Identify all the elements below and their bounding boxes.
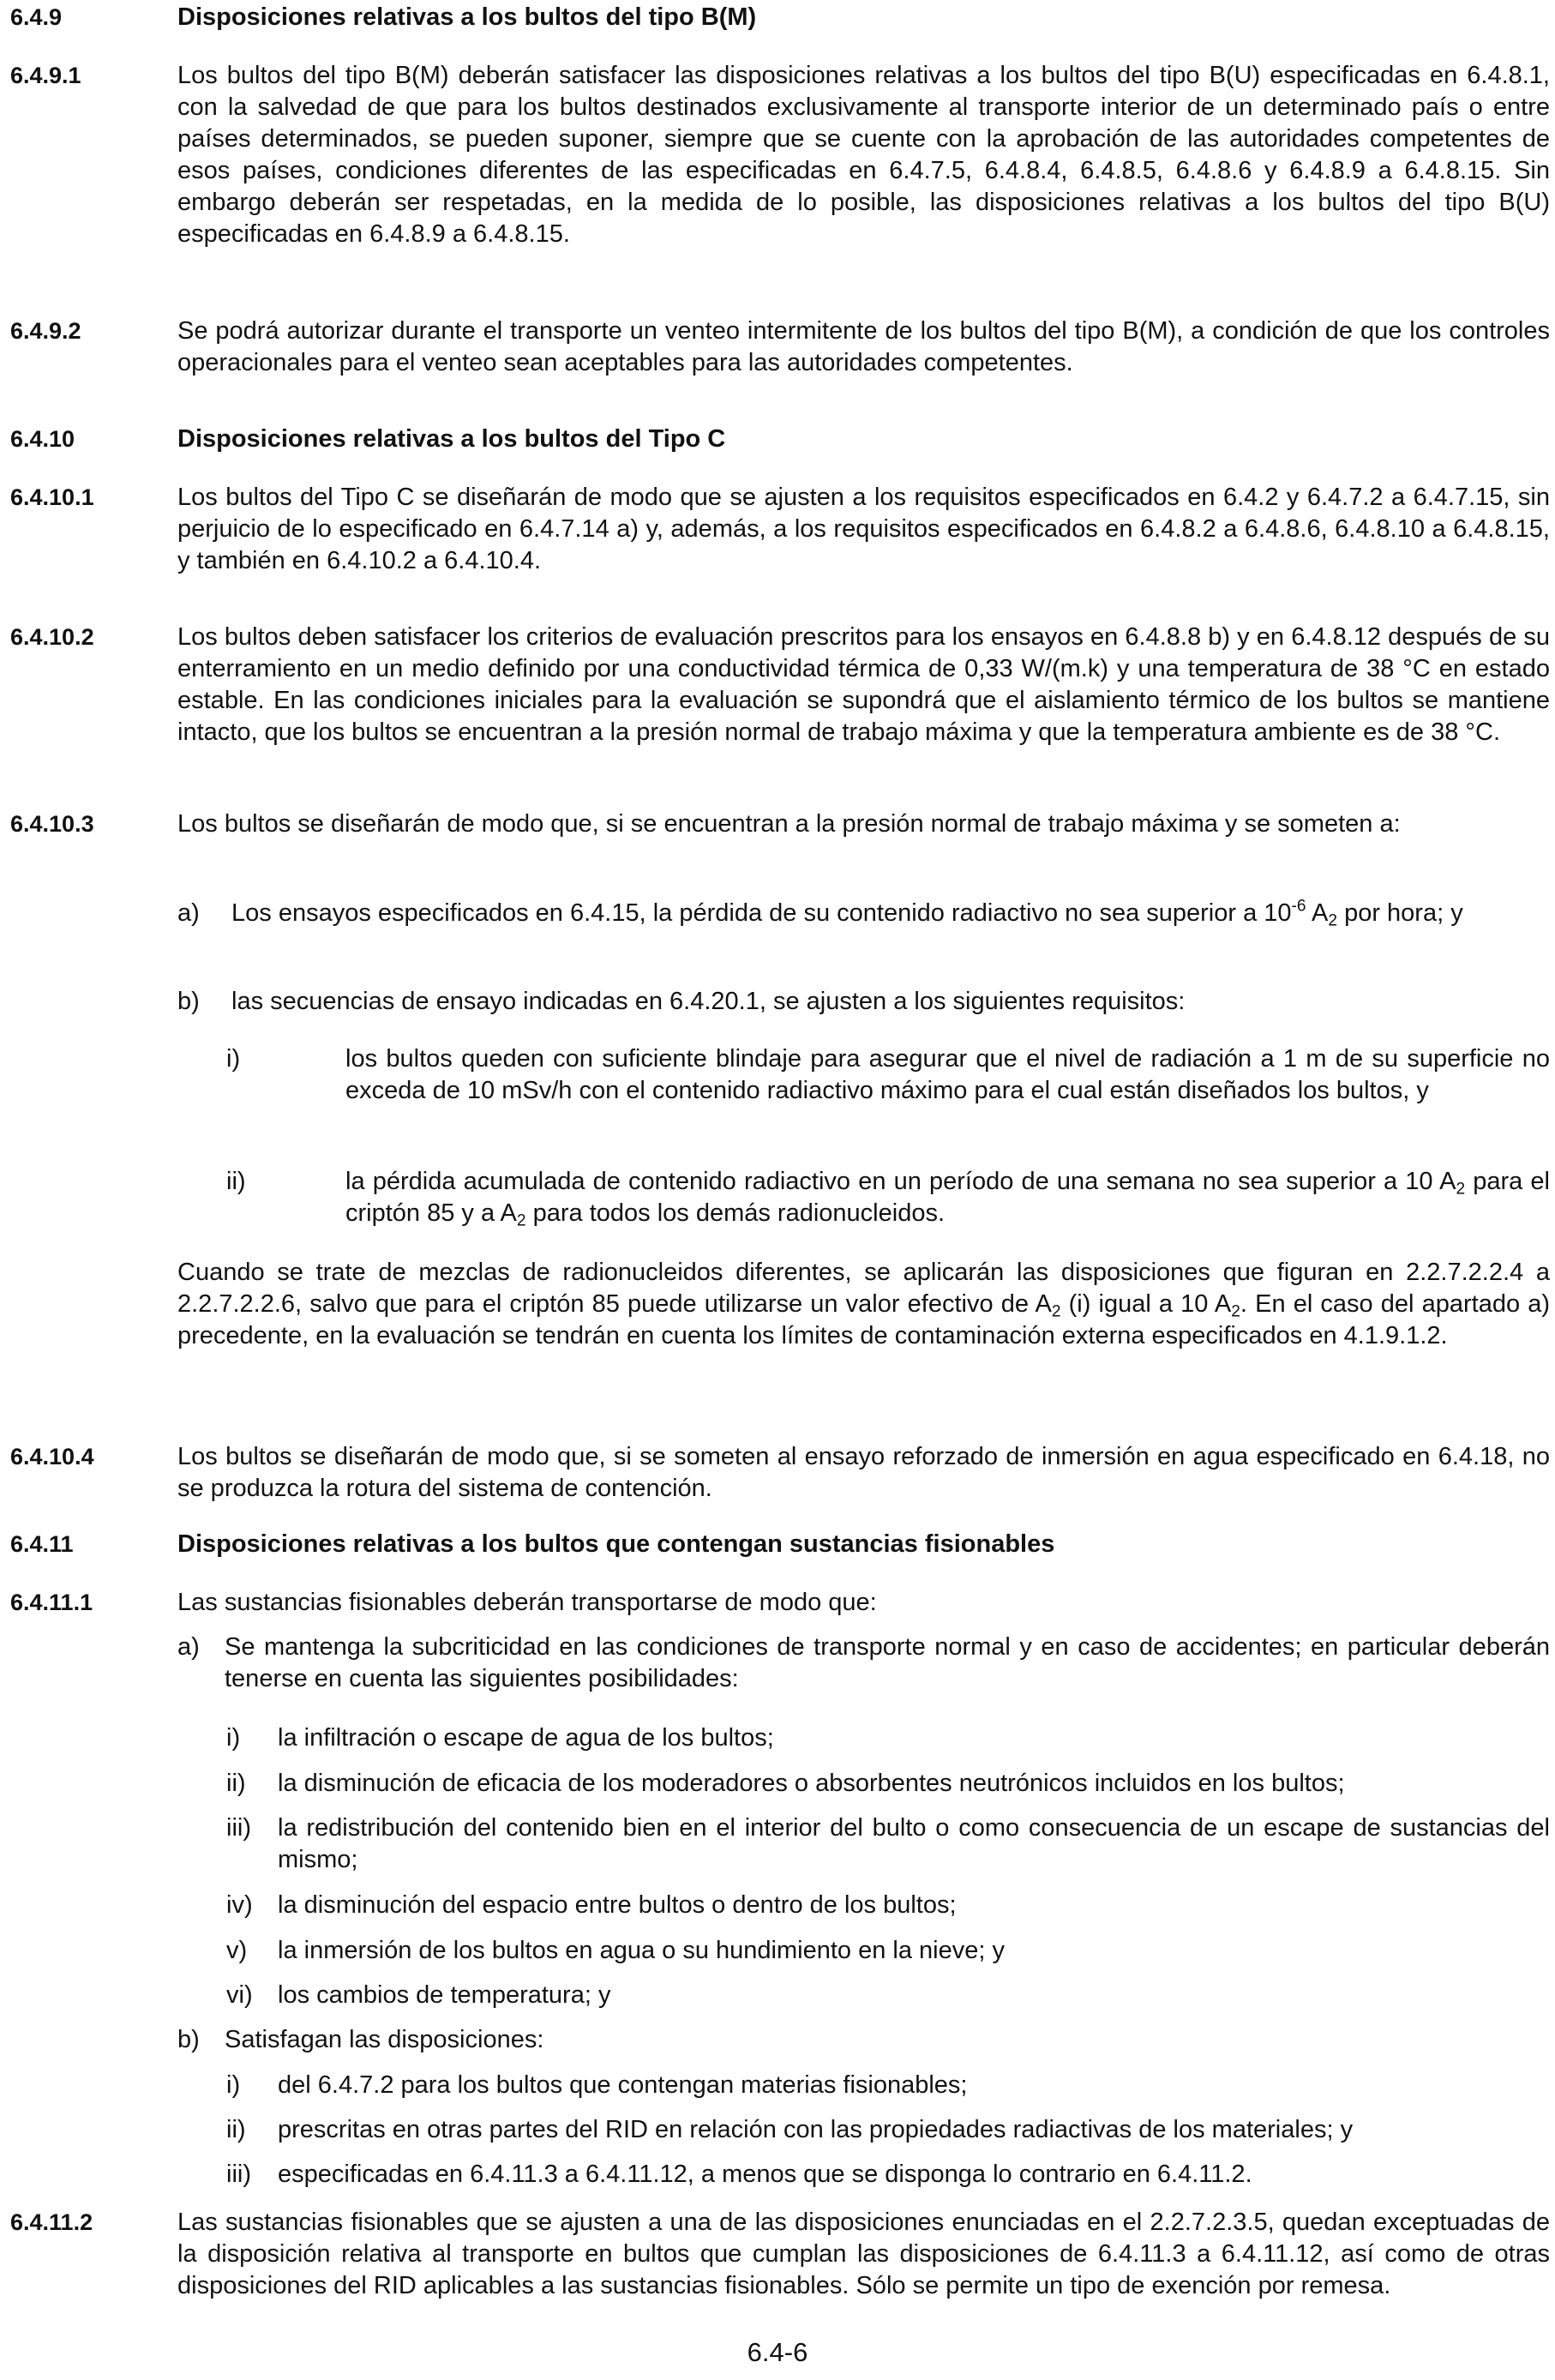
- list-label: b): [177, 988, 200, 1015]
- section-number: 6.4.10.2: [10, 624, 94, 650]
- section-title: Disposiciones relativas a los bultos del tipo B(M): [177, 3, 757, 31]
- list-item-a-vi: [226, 1980, 1550, 2011]
- paragraph-6-4-9-1: [10, 60, 1550, 250]
- paragraph-text: Los bultos deben satisfacer los criterios de evaluación prescritos para los ensayos en 6.4.8.8 b) y en 6.4.8.12 después de su enterramiento en un medio definido por una conductividad térmica de 0,33 W/(m.k) y una temperatura de 38 °C en estado estable. En las condiciones iniciales para la evaluación se supondrá que el aislamiento térmico de los bultos se mantiene intacto, que los bultos se encuentran a la presión normal de trabajo máxima y que la temperatura ambiente es de 38 °C.: [177, 623, 1550, 746]
- list-text: la redistribución del contenido bien en el interior del bulto o como consecuencia de un escape de sustancias del mismo;: [278, 1814, 1550, 1873]
- list-text: Se mantenga la subcriticidad en las condiciones de transporte normal y en caso de accidentes; en particular deberán tenerse en cuenta las siguientes posibilidades:: [225, 1633, 1550, 1692]
- list-item-b: [177, 2024, 1550, 2056]
- paragraph-text: Las sustancias fisionables que se ajusten a una de las disposiciones enunciadas en el 2.2.7.2.3.5, quedan exceptuadas de la disposición relativa al transporte en bultos que cumplan las disposiciones de 6.4.11.3 a 6.4.11.12, así como de otras disposiciones del RID aplicables a las sustancias fisionables. Sólo se permite un tipo de exención por remesa.: [177, 2209, 1550, 2299]
- list-item-b-ii: [226, 1166, 1550, 1229]
- list-label: i): [226, 1045, 241, 1073]
- list-label: iv): [226, 1891, 253, 1919]
- section-heading-6-4-9: [10, 2, 1550, 33]
- list-label: i): [226, 1724, 241, 1752]
- section-number: 6.4.10: [10, 426, 75, 452]
- list-item-b-i: [226, 1043, 1550, 1107]
- list-text: los cambios de temperatura; y: [278, 1981, 611, 2009]
- section-number: 6.4.10.4: [10, 1444, 94, 1469]
- section-heading-6-4-10: [10, 424, 1550, 455]
- list-label: ii): [226, 2116, 246, 2143]
- section-heading-6-4-11: [10, 1529, 1550, 1560]
- paragraph-text: Se podrá autorizar durante el transporte un venteo intermitente de los bultos del tipo B(M), a condición de que los controles operacionales para el venteo sean aceptables para las autoridades competentes.: [177, 317, 1550, 376]
- list-label: i): [226, 2071, 241, 2099]
- list-item-a: [177, 1632, 1550, 1695]
- list-item-a-iii: [226, 1812, 1550, 1876]
- list-text: especificadas en 6.4.11.3 a 6.4.11.12, a menos que se disponga lo contrario en 6.4.11.2.: [278, 2161, 1252, 2188]
- paragraph-text: Cuando se trate de mezclas de radionucleidos diferentes, se aplicarán las disposiciones que figuran en 2.2.7.2.2.4 a 2.2.7.2.2.6, salvo que para el criptón 85 puede utilizarse un valor efectivo de $A_2$ (i) igual a 10 $A_2$. En el caso del apartado a) precedente, en la evaluación se tendrán en cuenta los límites de contaminación externa especificados en 4.1.9.1.2.: [177, 1259, 1550, 1349]
- list-label: vi): [226, 1981, 253, 2009]
- list-item-b-ii: [226, 2114, 1550, 2146]
- section-number: 6.4.11.2: [10, 2209, 93, 2235]
- list-item-b-iii: [226, 2159, 1550, 2191]
- list-item-b: [177, 986, 1550, 1018]
- list-label: ii): [226, 1770, 246, 1797]
- section-title: Disposiciones relativas a los bultos que contengan sustancias fisionables: [177, 1530, 1055, 1558]
- paragraph-6-4-10-1: [10, 482, 1550, 577]
- list-label: b): [177, 2026, 200, 2053]
- list-text: la pérdida acumulada de contenido radiactivo en un período de una semana no sea superior a 10 $A_2$ para el criptón 85 y a $A_2$ para todos los demás radionucleidos.: [345, 1168, 1550, 1230]
- paragraph-6-4-10-2: [10, 622, 1550, 748]
- list-text: Satisfagan las disposiciones:: [225, 2026, 544, 2053]
- paragraph-6-4-11-1: [10, 1587, 1550, 1619]
- paragraph-6-4-10-3-note: [177, 1257, 1550, 1352]
- paragraph-6-4-10-4: [10, 1441, 1550, 1505]
- paragraph-6-4-10-3: [10, 808, 1550, 840]
- list-text: Los ensayos especificados en 6.4.15, la pérdida de su contenido radiactivo no sea superior a $10^{-6}$ $A_2$ por hora; y: [231, 897, 1463, 930]
- list-item-a-v: [226, 1935, 1550, 1967]
- list-item-a: [177, 898, 1550, 929]
- list-text: prescritas en otras partes del RID en relación con las propiedades radiactivas de los materiales; y: [278, 2116, 1354, 2143]
- list-text: la disminución de eficacia de los moderadores o absorbentes neutrónicos incluidos en los bultos;: [278, 1770, 1345, 1797]
- list-text: del 6.4.7.2 para los bultos que contengan materias fisionables;: [278, 2071, 968, 2099]
- list-text: la disminución del espacio entre bultos o dentro de los bultos;: [278, 1891, 957, 1919]
- paragraph-6-4-9-2: [10, 316, 1550, 379]
- list-text: la infiltración o escape de agua de los bultos;: [278, 1724, 774, 1752]
- paragraph-text: Los bultos del tipo B(M) deberán satisfacer las disposiciones relativas a los bultos del tipo B(U) especificadas en 6.4.8.1, con la salvedad de que para los bultos destinados exclusivamente al transporte interior de un determinado país o entre países determinados, se pueden suponer, siempre que se cuente con la aprobación de las autoridades competentes de esos países, condiciones diferentes de las especificadas en 6.4.7.5, 6.4.8.4, 6.4.8.5, 6.4.8.6 y 6.4.8.9 a 6.4.8.15. Sin embargo deberán ser respetadas, en la medida de lo posible, las disposiciones relativas a los bultos del tipo B(U) especificadas en 6.4.8.9 a 6.4.8.15.: [177, 62, 1550, 248]
- section-number: 6.4.9: [10, 4, 63, 30]
- section-number: 6.4.11: [10, 1531, 74, 1557]
- section-title: Disposiciones relativas a los bultos del Tipo C: [177, 425, 726, 453]
- page-number: 6.4-6: [747, 2337, 808, 2367]
- list-item-a-ii: [226, 1768, 1550, 1800]
- list-label: v): [226, 1937, 248, 1964]
- list-text: las secuencias de ensayo indicadas en 6.4.20.1, se ajusten a los siguientes requisitos:: [231, 988, 1186, 1015]
- paragraph-text: Los bultos se diseñarán de modo que, si se someten al ensayo reforzado de inmersión en agua especificado en 6.4.18, no se produzca la rotura del sistema de contención.: [177, 1443, 1550, 1502]
- list-text: la inmersión de los bultos en agua o su hundimiento en la nieve; y: [278, 1937, 1005, 1964]
- section-number: 6.4.10.1: [10, 484, 94, 510]
- section-number: 6.4.9.1: [10, 63, 81, 88]
- list-label: a): [177, 899, 200, 927]
- list-label: iii): [226, 2161, 251, 2188]
- section-number: 6.4.9.2: [10, 318, 81, 344]
- paragraph-text: Los bultos se diseñarán de modo que, si se encuentran a la presión normal de trabajo máxima y se someten a:: [177, 810, 1401, 838]
- paragraph-text: Los bultos del Tipo C se diseñarán de modo que se ajusten a los requisitos especificados en 6.4.2 y 6.4.7.2 a 6.4.7.15, sin perjuicio de lo especificado en 6.4.7.14 a) y, además, a los requisitos especificados en 6.4.8.2 a 6.4.8.6, 6.4.8.10 a 6.4.8.15, y también en 6.4.10.2 a 6.4.10.4.: [177, 484, 1550, 574]
- section-number: 6.4.10.3: [10, 811, 94, 837]
- list-label: ii): [226, 1168, 246, 1195]
- list-text: los bultos queden con suficiente blindaje para asegurar que el nivel de radiación a 1 m de su superficie no exceda de 10 mSv/h con el contenido radiactivo máximo para el cual están diseñados los bultos, y: [345, 1045, 1550, 1104]
- list-item-a-iv: [226, 1890, 1550, 1921]
- section-number: 6.4.11.1: [10, 1590, 93, 1615]
- paragraph-6-4-11-2: [10, 2207, 1550, 2302]
- list-item-a-i: [226, 1722, 1550, 1754]
- list-label: iii): [226, 1814, 251, 1842]
- list-item-b-i: [226, 2070, 1550, 2101]
- list-label: a): [177, 1633, 200, 1661]
- paragraph-text: Las sustancias fisionables deberán transportarse de modo que:: [177, 1589, 877, 1616]
